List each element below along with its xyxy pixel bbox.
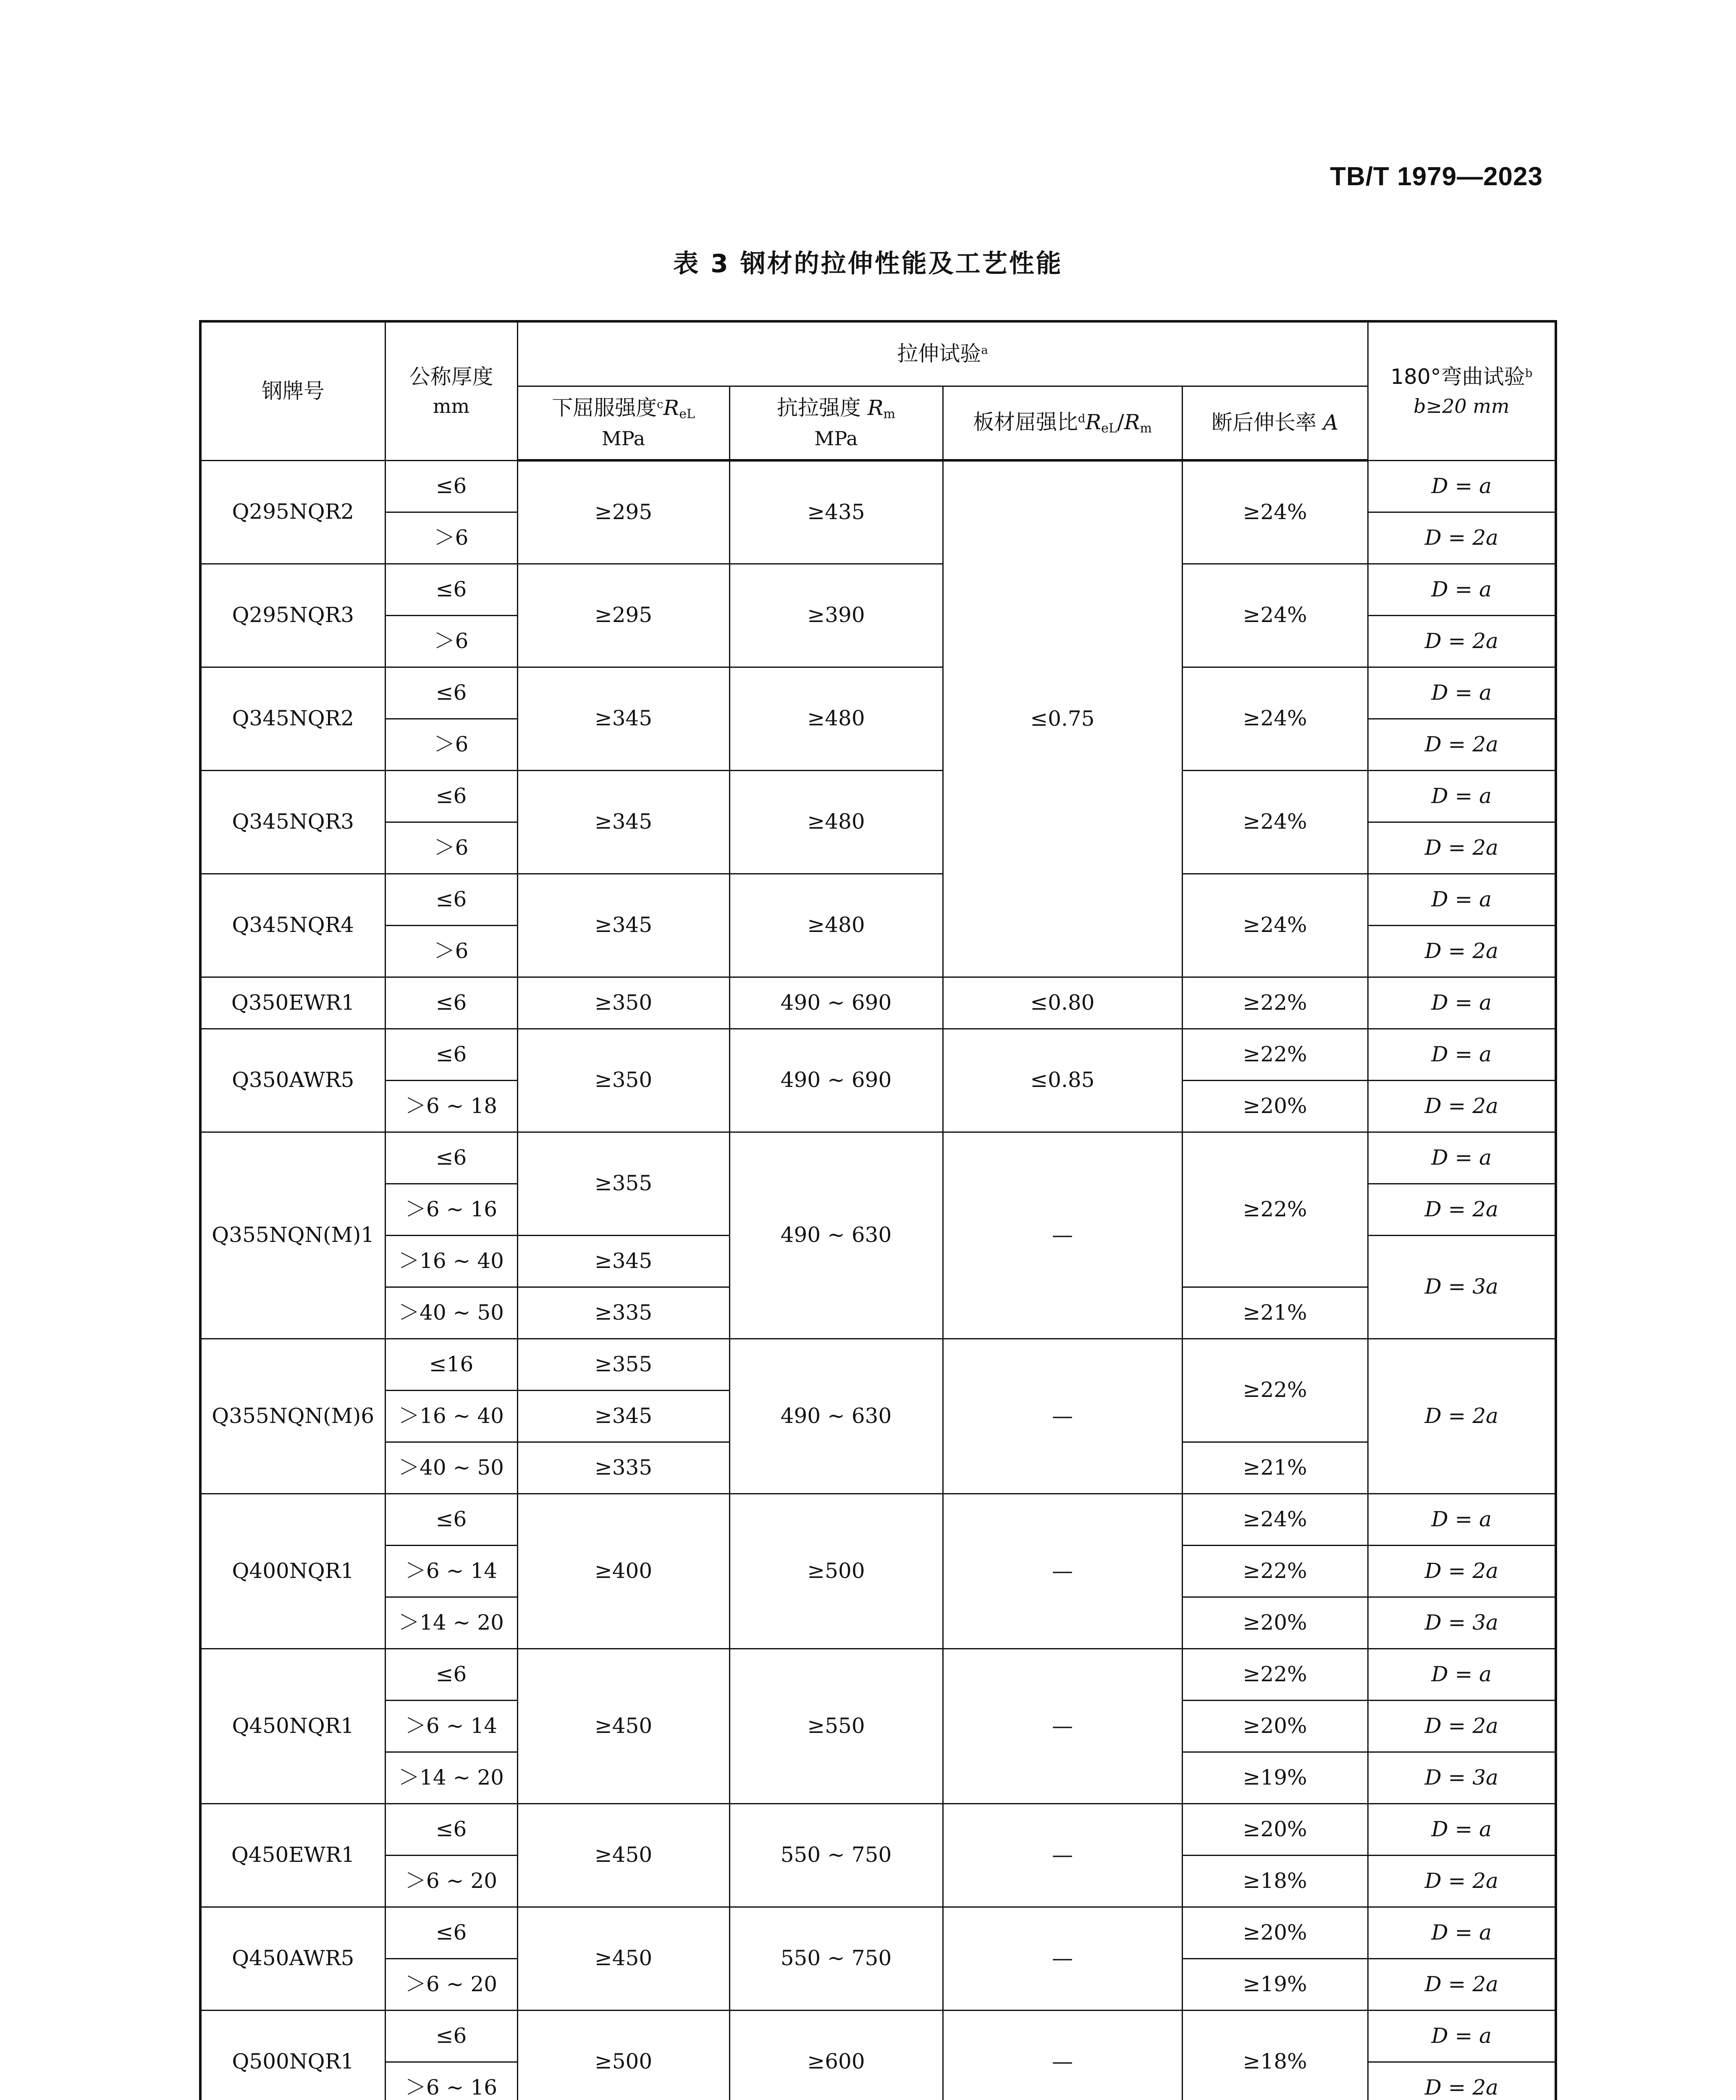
table-row: [200, 770, 1556, 822]
elongation-cell: ≥22%: [1182, 977, 1368, 1029]
yield-note-mark: c: [657, 397, 663, 411]
yield-cell: ≥295: [517, 460, 729, 564]
thickness-cell: ＞16 ~ 40: [385, 1235, 517, 1287]
elongation-cell: ≥18%: [1182, 1855, 1368, 1907]
col-header-elongation: [1182, 386, 1368, 461]
grade-cell: Q355NQN(M)6: [200, 1339, 385, 1494]
elongation-cell: ≥20%: [1182, 1080, 1368, 1132]
elongation-cell: ≥21%: [1182, 1442, 1368, 1494]
bend-cell: D = 2a: [1368, 1080, 1556, 1132]
thickness-cell: ≤6: [385, 977, 517, 1029]
table-row: [200, 1803, 1556, 1855]
thickness-cell: ＞16 ~ 40: [385, 1390, 517, 1442]
bend-cell: D = a: [1368, 2010, 1556, 2062]
table-row: [200, 1339, 1556, 1390]
elongation-cell: ≥22%: [1182, 1132, 1368, 1287]
bend-cell: D = 2a: [1368, 822, 1556, 874]
yield-cell: ≥345: [517, 667, 729, 770]
col-header-tensile-test: [517, 321, 1368, 386]
elongation-cell: ≥22%: [1182, 1339, 1368, 1442]
thickness-cell: ≤6: [385, 564, 517, 615]
thickness-cell: ≤6: [385, 2010, 517, 2062]
table-row: [200, 977, 1556, 1029]
bend-cell: D = 2a: [1368, 512, 1556, 564]
bend-cell: D = 2a: [1368, 719, 1556, 770]
yield-cell: ≥450: [517, 1907, 729, 2010]
ts-subscript: m: [883, 407, 895, 422]
thickness-cell: ≤6: [385, 1132, 517, 1184]
grade-cell: Q400NQR1: [200, 1494, 385, 1648]
bend-cell: D = a: [1368, 1029, 1556, 1080]
grade-cell: Q450NQR1: [200, 1648, 385, 1803]
thickness-cell: ≤6: [385, 1494, 517, 1545]
thickness-cell: ＞6: [385, 822, 517, 874]
bend-note-mark: b: [1525, 366, 1533, 380]
grade-cell: Q295NQR2: [200, 460, 385, 564]
elongation-cell: ≥20%: [1182, 1803, 1368, 1855]
tensile-strength-cell: ≥550: [729, 1648, 943, 1803]
yield-cell: ≥345: [517, 770, 729, 874]
bend-cell: D = a: [1368, 460, 1556, 512]
thickness-cell: ＞6: [385, 615, 517, 667]
ratio-symbol-1: R: [1085, 410, 1101, 434]
steel-properties-table: [199, 320, 1557, 2100]
grade-cell: Q355NQN(M)1: [200, 1132, 385, 1339]
elongation-cell: ≥22%: [1182, 1648, 1368, 1700]
thickness-cell: ＞6: [385, 512, 517, 564]
bend-cell: D = 2a: [1368, 925, 1556, 977]
bend-cell: D = 2a: [1368, 1184, 1556, 1235]
table-row: [200, 1029, 1556, 1080]
thickness-cell: ≤6: [385, 1803, 517, 1855]
yield-cell: ≥295: [517, 564, 729, 667]
table-row: [200, 1648, 1556, 1700]
ts-unit: MPa: [814, 427, 858, 450]
grade-cell: Q345NQR4: [200, 874, 385, 977]
bend-cell: D = a: [1368, 874, 1556, 925]
yield-ratio-cell: ≤0.75: [943, 460, 1182, 977]
grade-cell: Q350EWR1: [200, 977, 385, 1029]
bend-cell: D = a: [1368, 1132, 1556, 1184]
elongation-cell: ≥18%: [1182, 2010, 1368, 2100]
ratio-slash: /: [1117, 410, 1124, 434]
bend-condition: b≥20 mm: [1413, 394, 1510, 417]
yield-ratio-cell: —: [943, 1803, 1182, 1907]
tensile-note-mark: a: [981, 343, 988, 357]
bend-cell: D = a: [1368, 1803, 1556, 1855]
table-row: [200, 1132, 1556, 1184]
ts-label: 抗拉强度: [776, 396, 861, 420]
col-header-yield: [517, 386, 729, 461]
yield-ratio-cell: —: [943, 1648, 1182, 1803]
table-title: 表 3 钢材的拉伸性能及工艺性能: [673, 249, 1063, 278]
thickness-cell: ＞6 ~ 16: [385, 1184, 517, 1235]
table-row: [200, 460, 1556, 512]
yield-cell: ≥345: [517, 1390, 729, 1442]
tensile-strength-cell: ≥435: [729, 460, 943, 564]
tensile-strength-cell: ≥390: [729, 564, 943, 667]
table-row: [200, 874, 1556, 925]
thickness-cell: ＞6 ~ 16: [385, 2062, 517, 2100]
yield-cell: ≥335: [517, 1287, 729, 1339]
bend-label: 180°弯曲试验: [1390, 365, 1525, 389]
header-row-1: [200, 321, 1556, 386]
table-row: [200, 564, 1556, 615]
thickness-cell: ＞6 ~ 20: [385, 1958, 517, 2010]
yield-cell: ≥350: [517, 977, 729, 1029]
thickness-cell: ＞6: [385, 719, 517, 770]
yield-cell: ≥400: [517, 1494, 729, 1648]
ts-symbol: R: [867, 396, 884, 420]
grade-cell: Q350AWR5: [200, 1029, 385, 1132]
bend-cell: D = a: [1368, 1648, 1556, 1700]
elongation-cell: ≥19%: [1182, 1958, 1368, 2010]
table-row: [200, 2010, 1556, 2062]
elongation-cell: ≥22%: [1182, 1029, 1368, 1080]
bend-cell: D = 3a: [1368, 1235, 1556, 1339]
yield-subscript: eL: [679, 407, 695, 422]
yield-symbol: R: [663, 396, 679, 420]
thickness-unit: mm: [433, 394, 470, 417]
thickness-cell: ＞14 ~ 20: [385, 1752, 517, 1803]
ratio-note-mark: d: [1078, 412, 1086, 425]
grade-cell: Q450EWR1: [200, 1803, 385, 1907]
table-row: [200, 1907, 1556, 1958]
bend-cell: D = a: [1368, 564, 1556, 615]
thickness-cell: ＞40 ~ 50: [385, 1442, 517, 1494]
thickness-cell: ＞40 ~ 50: [385, 1287, 517, 1339]
bend-cell: D = 3a: [1368, 1597, 1556, 1648]
yield-cell: ≥345: [517, 1235, 729, 1287]
bend-cell: D = 3a: [1368, 1752, 1556, 1803]
elongation-symbol: A: [1323, 410, 1339, 435]
thickness-cell: ＞14 ~ 20: [385, 1597, 517, 1648]
tensile-strength-cell: 550 ~ 750: [729, 1803, 943, 1907]
table-body: [200, 460, 1556, 2100]
elongation-cell: ≥19%: [1182, 1752, 1368, 1803]
grade-cell: Q345NQR2: [200, 667, 385, 770]
thickness-cell: ＞6 ~ 14: [385, 1700, 517, 1752]
grade-cell: Q500NQR1: [200, 2010, 385, 2100]
table-row: [200, 667, 1556, 719]
thickness-cell: ＞6: [385, 925, 517, 977]
yield-cell: ≥345: [517, 874, 729, 977]
yield-cell: ≥500: [517, 2010, 729, 2100]
elongation-cell: ≥24%: [1182, 564, 1368, 667]
elongation-cell: ≥24%: [1182, 874, 1368, 977]
col-header-yield-ratio: [943, 386, 1182, 461]
bend-cell: D = 2a: [1368, 1855, 1556, 1907]
bend-cell: D = 2a: [1368, 1958, 1556, 2010]
elongation-cell: ≥20%: [1182, 1597, 1368, 1648]
bend-cell: D = 2a: [1368, 615, 1556, 667]
bend-cell: D = a: [1368, 667, 1556, 719]
yield-cell: ≥355: [517, 1339, 729, 1390]
elongation-cell: ≥24%: [1182, 667, 1368, 770]
ratio-subscript-2: m: [1140, 421, 1152, 436]
standard-code: TB/T 1979—2023: [1330, 162, 1543, 191]
thickness-cell: ＞6 ~ 14: [385, 1545, 517, 1597]
bend-cell: D = a: [1368, 977, 1556, 1029]
bend-cell: D = 2a: [1368, 1339, 1556, 1494]
yield-cell: ≥450: [517, 1803, 729, 1907]
yield-ratio-cell: —: [943, 1132, 1182, 1339]
tensile-strength-cell: ≥480: [729, 667, 943, 770]
elongation-cell: ≥24%: [1182, 460, 1368, 564]
bend-cell: D = a: [1368, 1494, 1556, 1545]
grade-cell: Q450AWR5: [200, 1907, 385, 2010]
yield-ratio-cell: —: [943, 1907, 1182, 2010]
elongation-label: 断后伸长率: [1212, 410, 1316, 435]
col-header-tensile-strength: [729, 386, 943, 461]
yield-ratio-cell: —: [943, 2010, 1182, 2100]
tensile-strength-cell: ≥600: [729, 2010, 943, 2100]
bend-cell: D = a: [1368, 770, 1556, 822]
thickness-label: 公称厚度: [409, 365, 493, 389]
tensile-strength-cell: ≥480: [729, 770, 943, 874]
ratio-subscript-1: eL: [1101, 421, 1117, 436]
tensile-strength-cell: 490 ~ 690: [729, 1029, 943, 1132]
yield-ratio-cell: ≤0.85: [943, 1029, 1182, 1132]
thickness-cell: ≤6: [385, 667, 517, 719]
thickness-cell: ≤6: [385, 1648, 517, 1700]
ratio-label: 板材屈强比: [973, 410, 1078, 434]
bend-cell: D = 2a: [1368, 2062, 1556, 2100]
tensile-strength-cell: 550 ~ 750: [729, 1907, 943, 2010]
yield-unit: MPa: [601, 427, 645, 450]
thickness-cell: ＞6 ~ 20: [385, 1855, 517, 1907]
elongation-cell: ≥21%: [1182, 1287, 1368, 1339]
elongation-cell: ≥24%: [1182, 1494, 1368, 1545]
yield-cell: ≥450: [517, 1648, 729, 1803]
yield-label: 下屈服强度: [552, 396, 657, 420]
elongation-cell: ≥22%: [1182, 1545, 1368, 1597]
yield-cell: ≥350: [517, 1029, 729, 1132]
thickness-cell: ≤6: [385, 460, 517, 512]
tensile-group-label: 拉伸试验: [897, 341, 981, 366]
yield-ratio-cell: ≤0.80: [943, 977, 1182, 1029]
table-row: [200, 1494, 1556, 1545]
elongation-cell: ≥24%: [1182, 770, 1368, 874]
yield-ratio-cell: —: [943, 1494, 1182, 1648]
thickness-cell: ＞6 ~ 18: [385, 1080, 517, 1132]
yield-ratio-cell: —: [943, 1339, 1182, 1494]
yield-cell: ≥335: [517, 1442, 729, 1494]
col-header-grade: 钢牌号: [200, 321, 385, 460]
col-header-bend-test: [1368, 321, 1556, 460]
thickness-cell: ≤6: [385, 770, 517, 822]
tensile-strength-cell: 490 ~ 630: [729, 1132, 943, 1339]
bend-cell: D = 2a: [1368, 1700, 1556, 1752]
tensile-strength-cell: 490 ~ 630: [729, 1339, 943, 1494]
grade-cell: Q295NQR3: [200, 564, 385, 667]
yield-cell: ≥355: [517, 1132, 729, 1235]
thickness-cell: ≤6: [385, 874, 517, 925]
tensile-strength-cell: 490 ~ 690: [729, 977, 943, 1029]
thickness-cell: ≤6: [385, 1907, 517, 1958]
tensile-strength-cell: ≥500: [729, 1494, 943, 1648]
elongation-cell: ≥20%: [1182, 1907, 1368, 1958]
elongation-cell: ≥20%: [1182, 1700, 1368, 1752]
grade-cell: Q345NQR3: [200, 770, 385, 874]
bend-cell: D = 2a: [1368, 1545, 1556, 1597]
bend-cell: D = a: [1368, 1907, 1556, 1958]
tensile-strength-cell: ≥480: [729, 874, 943, 977]
thickness-cell: ≤16: [385, 1339, 517, 1390]
thickness-cell: ≤6: [385, 1029, 517, 1080]
ratio-symbol-2: R: [1124, 410, 1140, 434]
col-header-thickness: [385, 321, 517, 460]
